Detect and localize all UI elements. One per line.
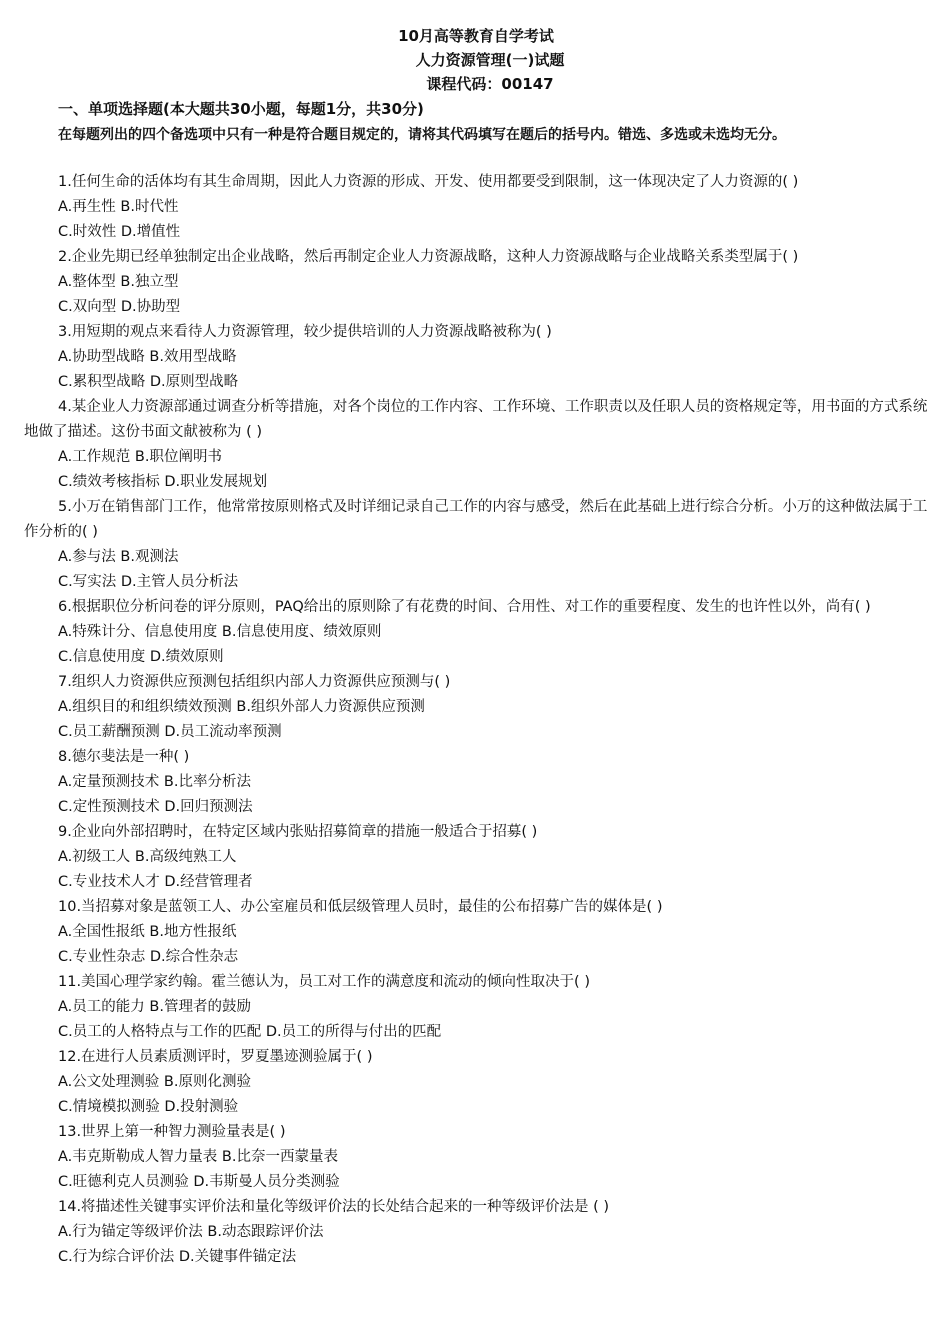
question-options-ab: A.韦克斯勒成人智力量表 B.比奈一西蒙量表 bbox=[58, 1149, 338, 1165]
question-options-cd: C.时效性 D.增值性 bbox=[58, 224, 181, 240]
question-options-ab: A.协助型战略 B.效用型战略 bbox=[58, 349, 237, 365]
course-code: 课程代码：00147 bbox=[426, 75, 554, 93]
question-options-cd: C.旺德利克人员测验 D.韦斯曼人员分类测验 bbox=[58, 1174, 340, 1190]
question-stem: 6.根据职位分析问卷的评分原则，PAQ给出的原则除了有花费的时间、合用性、对工作的重要程度、发生的也许性以外，尚有( ) bbox=[58, 599, 871, 615]
question-options-ab: A.行为锚定等级评价法 B.动态跟踪评价法 bbox=[58, 1224, 324, 1240]
question-item bbox=[24, 170, 928, 245]
question-stem: 10.当招募对象是蓝领工人、办公室雇员和低层级管理人员时，最佳的公布招募广告的媒体是( ) bbox=[58, 899, 663, 915]
section-instructions: 在每题列出的四个备选项中只有一种是符合题目规定的，请将其代码填写在题后的括号内。错选、多选或未选均无分。 bbox=[58, 127, 786, 143]
question-options-cd: C.累积型战略 D.原则型战略 bbox=[58, 374, 239, 390]
question-item bbox=[24, 320, 928, 395]
question-options-ab: A.组织目的和组织绩效预测 B.组织外部人力资源供应预测 bbox=[58, 699, 425, 715]
question-options-ab: A.再生性 B.时代性 bbox=[58, 199, 179, 215]
question-options-cd: C.写实法 D.主管人员分析法 bbox=[58, 574, 239, 590]
question-stem: 2.企业先期已经单独制定出企业战略，然后再制定企业人力资源战略，这种人力资源战略与企业战略关系类型属于( ) bbox=[58, 249, 799, 265]
section-title: 一、单项选择题(本大题共30小题，每题1分，共30分) bbox=[58, 100, 424, 118]
question-options-ab: A.参与法 B.观测法 bbox=[58, 549, 179, 565]
question-stem: 7.组织人力资源供应预测包括组织内部人力资源供应预测与( ) bbox=[58, 674, 451, 690]
question-stem: 4.某企业人力资源部通过调查分析等措施，对各个岗位的工作内容、工作环境、工作职责以及任职人员的资格规定等，用书面的方式系统地做了描述。这份书面文献被称为 ( ) bbox=[24, 399, 928, 440]
question-item bbox=[24, 745, 928, 820]
question-stem: 8.德尔斐法是一种( ) bbox=[58, 749, 190, 765]
question-stem: 14.将描述性关键事实评价法和量化等级评价法的长处结合起来的一种等级评价法是 ( ) bbox=[58, 1199, 610, 1215]
question-options-ab: A.定量预测技术 B.比率分析法 bbox=[58, 774, 251, 790]
question-item bbox=[24, 895, 928, 970]
question-options-cd: C.绩效考核指标 D.职业发展规划 bbox=[58, 474, 268, 490]
question-item bbox=[24, 670, 928, 745]
question-item bbox=[24, 245, 928, 320]
question-stem: 11.美国心理学家约翰。霍兰德认为，员工对工作的满意度和流动的倾向性取决于( ) bbox=[58, 974, 590, 990]
question-stem: 5.小万在销售部门工作，他常常按原则格式及时详细记录自己工作的内容与感受，然后在此基础上进行综合分析。小万的这种做法属于工作分析的( ) bbox=[24, 499, 928, 540]
question-options-cd: C.员工薪酬预测 D.员工流动率预测 bbox=[58, 724, 282, 740]
question-options-ab: A.特殊计分、信息使用度 B.信息使用度、绩效原则 bbox=[58, 624, 382, 640]
question-options-cd: C.专业技术人才 D.经营管理者 bbox=[58, 874, 253, 890]
question-stem: 1.任何生命的活体均有其生命周期，因此人力资源的形成、开发、使用都要受到限制，这一体现决定了人力资源的( ) bbox=[58, 174, 799, 190]
question-options-cd: C.员工的人格特点与工作的匹配 D.员工的所得与付出的匹配 bbox=[58, 1024, 442, 1040]
question-item bbox=[24, 1120, 928, 1195]
question-options-ab: A.全国性报纸 B.地方性报纸 bbox=[58, 924, 237, 940]
exam-title: 10月高等教育自学考试 bbox=[398, 27, 554, 45]
question-item bbox=[24, 820, 928, 895]
question-stem: 9.企业向外部招聘时，在特定区域内张贴招募简章的措施一般适合于招募( ) bbox=[58, 824, 538, 840]
question-stem: 13.世界上第一种智力测验量表是( ) bbox=[58, 1124, 286, 1140]
question-options-cd: C.情境模拟测验 D.投射测验 bbox=[58, 1099, 239, 1115]
question-stem: 3.用短期的观点来看待人力资源管理，较少提供培训的人力资源战略被称为( ) bbox=[58, 324, 552, 340]
question-item bbox=[24, 395, 928, 495]
question-item bbox=[24, 595, 928, 670]
question-item bbox=[24, 1045, 928, 1120]
question-options-cd: C.定性预测技术 D.回归预测法 bbox=[58, 799, 253, 815]
question-options-cd: C.双向型 D.协助型 bbox=[58, 299, 181, 315]
question-list bbox=[24, 170, 928, 1270]
question-options-cd: C.信息使用度 D.绩效原则 bbox=[58, 649, 224, 665]
question-item bbox=[24, 1195, 928, 1270]
question-options-cd: C.行为综合评价法 D.关键事件锚定法 bbox=[58, 1249, 297, 1265]
question-stem: 12.在进行人员素质测评时，罗夏墨迹测验属于( ) bbox=[58, 1049, 373, 1065]
question-options-cd: C.专业性杂志 D.综合性杂志 bbox=[58, 949, 239, 965]
question-options-ab: A.公文处理测验 B.原则化测验 bbox=[58, 1074, 251, 1090]
question-options-ab: A.工作规范 B.职位阐明书 bbox=[58, 449, 222, 465]
question-options-ab: A.员工的能力 B.管理者的鼓励 bbox=[58, 999, 251, 1015]
question-options-ab: A.整体型 B.独立型 bbox=[58, 274, 179, 290]
question-item bbox=[24, 495, 928, 595]
exam-subject: 人力资源管理(一)试题 bbox=[415, 51, 565, 69]
question-item bbox=[24, 970, 928, 1045]
question-options-ab: A.初级工人 B.高级纯熟工人 bbox=[58, 849, 237, 865]
